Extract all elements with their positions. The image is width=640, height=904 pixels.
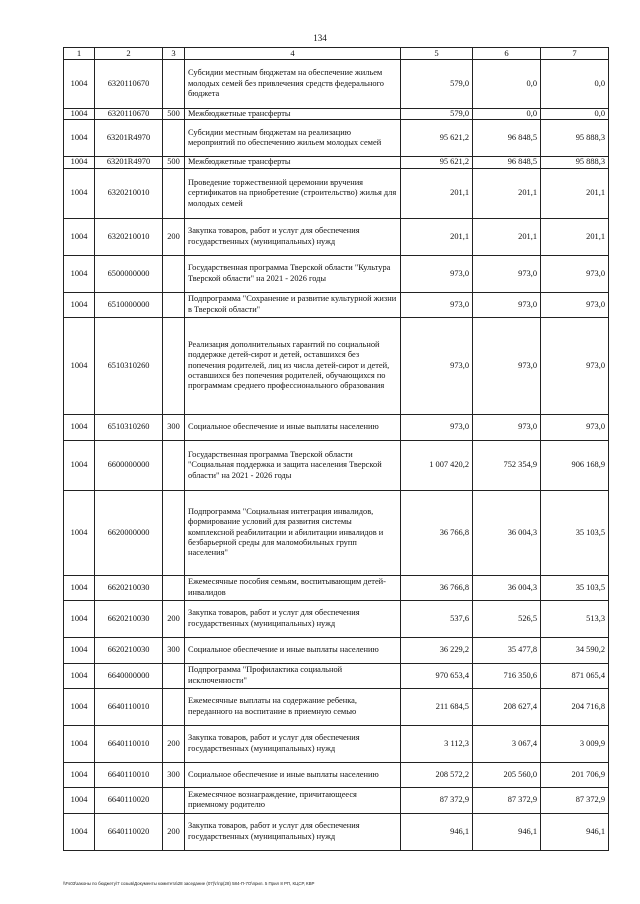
table-row [64, 762, 609, 787]
target-article-code: 6320210010 [95, 168, 163, 218]
amount-col-6: 208 627,4 [473, 688, 541, 725]
amount-col-5: 95 621,2 [401, 157, 473, 168]
item-name: Проведение торжественной церемонии вручения сертификатов на приобретение (строительство) жилья для молодых семей [185, 168, 401, 218]
item-name: Ежемесячные пособия семьям, воспитывающим детей-инвалидов [185, 575, 401, 600]
amount-col-5: 970 653,4 [401, 663, 473, 688]
amount-col-7: 95 888,3 [541, 120, 609, 157]
target-article-code: 6510000000 [95, 292, 163, 317]
amount-col-6: 946,1 [473, 813, 541, 850]
expense-type-code [163, 168, 185, 218]
target-article-code: 6320210010 [95, 218, 163, 255]
target-article-code: 6320110670 [95, 109, 163, 120]
amount-col-7: 973,0 [541, 414, 609, 440]
amount-col-6: 752 354,9 [473, 440, 541, 490]
table-row [64, 255, 609, 292]
item-name: Ежемесячное вознаграждение, причитающееся приемному родителю [185, 787, 401, 813]
section-code: 1004 [64, 292, 95, 317]
expense-type-code [163, 787, 185, 813]
section-code: 1004 [64, 575, 95, 600]
item-name: Государственная программа Тверской области "Культура Тверской области" на 2021 - 2026 годы [185, 255, 401, 292]
table-row [64, 600, 609, 637]
table-row [64, 414, 609, 440]
table-row [64, 157, 609, 168]
section-code: 1004 [64, 600, 95, 637]
page-number: 134 [313, 33, 327, 43]
amount-col-7: 34 590,2 [541, 637, 609, 663]
table-row [64, 218, 609, 255]
amount-col-5: 87 372,9 [401, 787, 473, 813]
item-name: Межбюджетные трансферты [185, 109, 401, 120]
amount-col-6: 201,1 [473, 218, 541, 255]
amount-col-5: 973,0 [401, 292, 473, 317]
table-row [64, 109, 609, 120]
table-row [64, 60, 609, 109]
amount-col-6: 973,0 [473, 292, 541, 317]
table-row [64, 575, 609, 600]
amount-col-7: 973,0 [541, 317, 609, 414]
amount-col-5: 3 112,3 [401, 725, 473, 762]
amount-col-5: 973,0 [401, 414, 473, 440]
amount-col-6: 973,0 [473, 317, 541, 414]
item-name: Социальное обеспечение и иные выплаты населению [185, 414, 401, 440]
amount-col-5: 201,1 [401, 168, 473, 218]
amount-col-7: 0,0 [541, 60, 609, 109]
amount-col-7: 871 065,4 [541, 663, 609, 688]
amount-col-6: 3 067,4 [473, 725, 541, 762]
section-code: 1004 [64, 762, 95, 787]
amount-col-7: 95 888,3 [541, 157, 609, 168]
table-header-row [64, 48, 609, 60]
table-row [64, 813, 609, 850]
column-header-5: 5 [401, 48, 473, 60]
expense-type-code [163, 292, 185, 317]
amount-col-5: 211 684,5 [401, 688, 473, 725]
section-code: 1004 [64, 317, 95, 414]
amount-col-6: 96 848,5 [473, 120, 541, 157]
amount-col-6: 0,0 [473, 109, 541, 120]
item-name: Реализация дополнительных гарантий по социальной поддержке детей-сирот и детей, оставшихся без попечения родителей, лиц из числа детей-сирот и детей, оставшихся без попечения родителей, обучающихся по программам среднего профессионального образования [185, 317, 401, 414]
table-row [64, 663, 609, 688]
target-article-code: 6320110670 [95, 60, 163, 109]
item-name: Межбюджетные трансферты [185, 157, 401, 168]
item-name: Субсидии местным бюджетам на обеспечение жильем молодых семей без привлечения средств федерального бюджета [185, 60, 401, 109]
amount-col-6: 526,5 [473, 600, 541, 637]
amount-col-6: 205 560,0 [473, 762, 541, 787]
target-article-code: 6640110010 [95, 725, 163, 762]
footer-file-path: \\Fs03\законы по бюджету\7 созыв\Документы комитета\28 заседание (07)\г\пр(28) 584-П-7О\прил. 5 Прил 8 РП, КЦСР, КВР [63, 881, 315, 886]
expense-type-code: 500 [163, 157, 185, 168]
target-article-code: 6640110010 [95, 688, 163, 725]
amount-col-5: 537,6 [401, 600, 473, 637]
item-name: Закупка товаров, работ и услуг для обеспечения государственных (муниципальных) нужд [185, 725, 401, 762]
amount-col-6: 96 848,5 [473, 157, 541, 168]
amount-col-5: 95 621,2 [401, 120, 473, 157]
column-header-6: 6 [473, 48, 541, 60]
column-header-1: 1 [64, 48, 95, 60]
amount-col-5: 579,0 [401, 60, 473, 109]
amount-col-6: 0,0 [473, 60, 541, 109]
target-article-code: 6640000000 [95, 663, 163, 688]
target-article-code: 6620000000 [95, 490, 163, 575]
column-header-7: 7 [541, 48, 609, 60]
amount-col-7: 973,0 [541, 292, 609, 317]
amount-col-5: 36 766,8 [401, 575, 473, 600]
amount-col-7: 0,0 [541, 109, 609, 120]
table-row [64, 317, 609, 414]
item-name: Закупка товаров, работ и услуг для обеспечения государственных (муниципальных) нужд [185, 600, 401, 637]
amount-col-7: 906 168,9 [541, 440, 609, 490]
expense-type-code: 300 [163, 637, 185, 663]
table-row [64, 637, 609, 663]
column-header-2: 2 [95, 48, 163, 60]
section-code: 1004 [64, 813, 95, 850]
section-code: 1004 [64, 109, 95, 120]
expense-type-code [163, 317, 185, 414]
expense-type-code: 500 [163, 109, 185, 120]
amount-col-7: 87 372,9 [541, 787, 609, 813]
budget-table [63, 47, 609, 851]
amount-col-5: 973,0 [401, 317, 473, 414]
amount-col-5: 36 766,8 [401, 490, 473, 575]
section-code: 1004 [64, 663, 95, 688]
expense-type-code [163, 255, 185, 292]
section-code: 1004 [64, 120, 95, 157]
target-article-code: 6620210030 [95, 575, 163, 600]
table-row [64, 440, 609, 490]
amount-col-6: 35 477,8 [473, 637, 541, 663]
target-article-code: 63201R4970 [95, 157, 163, 168]
target-article-code: 6640110020 [95, 787, 163, 813]
amount-col-7: 201 706,9 [541, 762, 609, 787]
expense-type-code [163, 688, 185, 725]
expense-type-code: 200 [163, 725, 185, 762]
amount-col-5: 36 229,2 [401, 637, 473, 663]
expense-type-code [163, 440, 185, 490]
item-name: Закупка товаров, работ и услуг для обеспечения государственных (муниципальных) нужд [185, 218, 401, 255]
target-article-code: 6620210030 [95, 600, 163, 637]
section-code: 1004 [64, 490, 95, 575]
amount-col-5: 973,0 [401, 255, 473, 292]
table-row [64, 688, 609, 725]
item-name: Подпрограмма "Профилактика социальной исключенности" [185, 663, 401, 688]
item-name: Подпрограмма "Сохранение и развитие культурной жизни в Тверской области" [185, 292, 401, 317]
section-code: 1004 [64, 157, 95, 168]
amount-col-5: 201,1 [401, 218, 473, 255]
expense-type-code: 300 [163, 414, 185, 440]
target-article-code: 6510310260 [95, 317, 163, 414]
section-code: 1004 [64, 168, 95, 218]
target-article-code: 6510310260 [95, 414, 163, 440]
amount-col-6: 973,0 [473, 414, 541, 440]
amount-col-7: 973,0 [541, 255, 609, 292]
amount-col-7: 3 009,9 [541, 725, 609, 762]
expense-type-code [163, 120, 185, 157]
item-name: Подпрограмма "Социальная интеграция инвалидов, формирование условий для развития системы комплексной реабилитации и абилитации инвалидов и безбарьерной среды для маломобильных групп населения" [185, 490, 401, 575]
section-code: 1004 [64, 787, 95, 813]
item-name: Ежемесячные выплаты на содержание ребенка, переданного на воспитание в приемную семью [185, 688, 401, 725]
item-name: Закупка товаров, работ и услуг для обеспечения государственных (муниципальных) нужд [185, 813, 401, 850]
table-row [64, 725, 609, 762]
amount-col-5: 208 572,2 [401, 762, 473, 787]
expense-type-code [163, 60, 185, 109]
column-header-3: 3 [163, 48, 185, 60]
target-article-code: 6620210030 [95, 637, 163, 663]
table-row [64, 490, 609, 575]
section-code: 1004 [64, 688, 95, 725]
section-code: 1004 [64, 637, 95, 663]
section-code: 1004 [64, 725, 95, 762]
table-row [64, 168, 609, 218]
amount-col-5: 1 007 420,2 [401, 440, 473, 490]
amount-col-5: 946,1 [401, 813, 473, 850]
expense-type-code: 200 [163, 600, 185, 637]
amount-col-7: 201,1 [541, 168, 609, 218]
amount-col-6: 716 350,6 [473, 663, 541, 688]
target-article-code: 6640110020 [95, 813, 163, 850]
expense-type-code: 200 [163, 218, 185, 255]
amount-col-7: 513,3 [541, 600, 609, 637]
item-name: Социальное обеспечение и иные выплаты населению [185, 637, 401, 663]
target-article-code: 6640110010 [95, 762, 163, 787]
column-header-4: 4 [185, 48, 401, 60]
section-code: 1004 [64, 440, 95, 490]
expense-type-code: 300 [163, 762, 185, 787]
target-article-code: 6600000000 [95, 440, 163, 490]
item-name: Субсидии местным бюджетам на реализацию мероприятий по обеспечению жильем молодых семей [185, 120, 401, 157]
expense-type-code: 200 [163, 813, 185, 850]
table-row [64, 292, 609, 317]
section-code: 1004 [64, 218, 95, 255]
table-row [64, 120, 609, 157]
section-code: 1004 [64, 60, 95, 109]
section-code: 1004 [64, 255, 95, 292]
expense-type-code [163, 490, 185, 575]
target-article-code: 6500000000 [95, 255, 163, 292]
item-name: Социальное обеспечение и иные выплаты населению [185, 762, 401, 787]
amount-col-7: 35 103,5 [541, 490, 609, 575]
item-name: Государственная программа Тверской области "Социальная поддержка и защита населения Тверской области" на 2021 - 2026 годы [185, 440, 401, 490]
target-article-code: 63201R4970 [95, 120, 163, 157]
amount-col-6: 87 372,9 [473, 787, 541, 813]
amount-col-6: 36 004,3 [473, 575, 541, 600]
amount-col-6: 973,0 [473, 255, 541, 292]
amount-col-5: 579,0 [401, 109, 473, 120]
amount-col-7: 201,1 [541, 218, 609, 255]
expense-type-code [163, 575, 185, 600]
amount-col-7: 204 716,8 [541, 688, 609, 725]
section-code: 1004 [64, 414, 95, 440]
amount-col-6: 36 004,3 [473, 490, 541, 575]
amount-col-7: 35 103,5 [541, 575, 609, 600]
expense-type-code [163, 663, 185, 688]
amount-col-7: 946,1 [541, 813, 609, 850]
table-row [64, 787, 609, 813]
amount-col-6: 201,1 [473, 168, 541, 218]
